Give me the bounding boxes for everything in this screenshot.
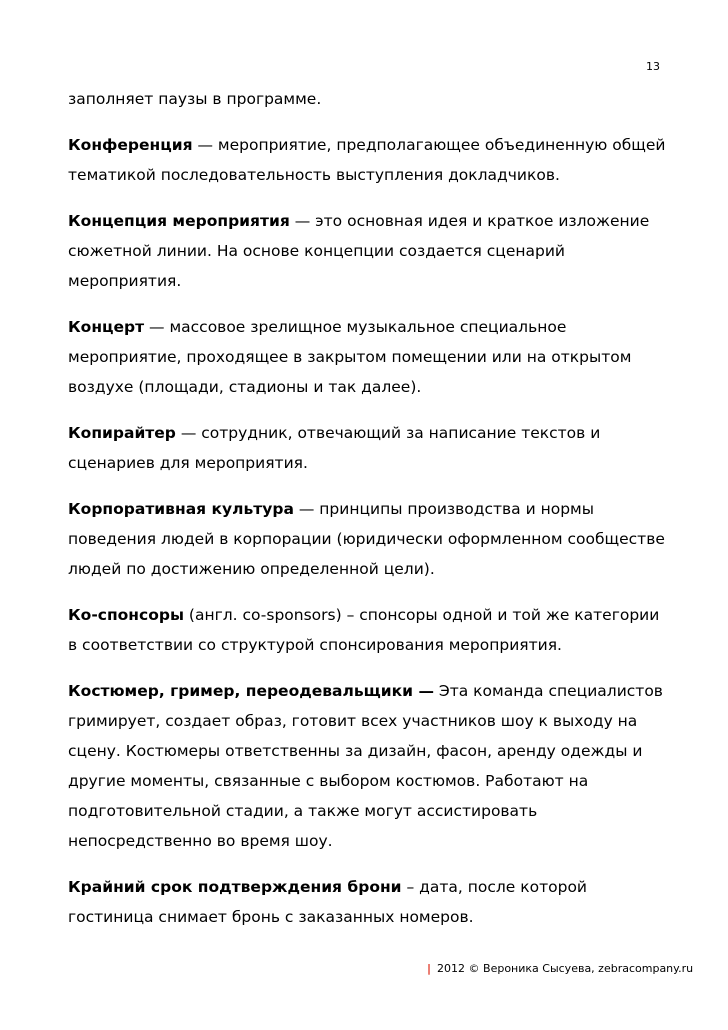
glossary-term: Ко-спонсоры (68, 606, 184, 624)
glossary-entry (68, 130, 668, 190)
glossary-content (68, 84, 668, 948)
glossary-term: Копирайтер (68, 424, 176, 442)
footer-separator: | (427, 962, 432, 975)
glossary-term: Концепция мероприятия (68, 212, 290, 230)
glossary-entry (68, 312, 668, 402)
glossary-term: Костюмер, гример, переодевальщики — (68, 682, 434, 700)
glossary-term: Корпоративная культура (68, 500, 294, 518)
glossary-definition: — это основная идея и краткое изложение сюжетной линии. На основе концепции создается сценарий мероприятия. (68, 212, 650, 290)
footer-copyright: 2012 © Вероника Сысуева, zebracompany.ru (437, 962, 694, 975)
glossary-definition: – дата, после которой гостиница снимает бронь с заказанных номеров. (68, 878, 588, 926)
glossary-definition: — массовое зрелищное музыкальное специальное мероприятие, проходящее в закрытом помещении или на открытом воздухе (площади, стадионы и так далее). (68, 318, 632, 396)
glossary-definition: — сотрудник, отвечающий за написание текстов и сценариев для мероприятия. (68, 424, 601, 472)
glossary-entry (68, 494, 668, 584)
page-number: 13 (646, 60, 660, 73)
glossary-term: Конференция (68, 136, 193, 154)
glossary-term: Крайний срок подтверждения брони (68, 878, 402, 896)
glossary-definition: — принципы производства и нормы поведения людей в корпорации (юридически оформленном сообществе людей по достижению определенной цели). (68, 500, 665, 578)
intro-paragraph: заполняет паузы в программе. (68, 90, 322, 108)
glossary-entry (68, 872, 668, 932)
glossary-definition: (англ. co-sponsors) – спонсоры одной и той же категории в соответствии со структурой спонсирования мероприятия. (68, 606, 660, 654)
glossary-definition: Эта команда специалистов гримирует, создает образ, готовит всех участников шоу к выходу на сцену. Костюмеры ответственны за дизайн, фасон, аренду одежды и другие моменты, связанные с выбором костюмов. Работают на подготовительной стадии, а также могут ассистировать непосредственно во время шоу. (68, 682, 663, 850)
glossary-entry (68, 600, 668, 660)
glossary-entry (68, 676, 668, 856)
glossary-entry (68, 206, 668, 296)
glossary-entry (68, 418, 668, 478)
page-footer (427, 962, 693, 975)
glossary-definition: — мероприятие, предполагающее объединенную общей тематикой последовательность выступления докладчиков. (68, 136, 666, 184)
glossary-term: Концерт (68, 318, 145, 336)
